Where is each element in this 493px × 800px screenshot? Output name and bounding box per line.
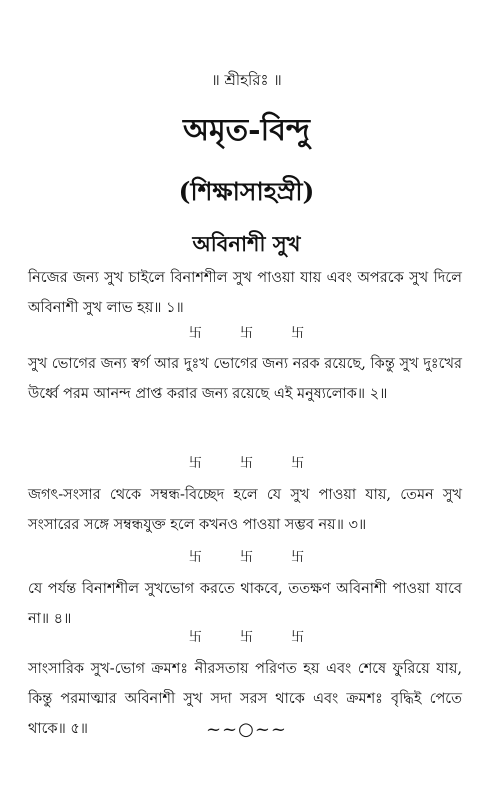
swastika-divider-1 <box>0 325 493 343</box>
invocation-line: ॥ শ্রীহরিঃ ॥ <box>211 71 282 89</box>
end-ornament: ~~○~~ <box>205 719 288 740</box>
section-heading: অবিনাশী সুখ <box>192 231 301 256</box>
swastika-icon: 卐 <box>291 630 305 645</box>
swastika-icon: 卐 <box>239 630 253 645</box>
verse-paragraph-2: সুখ ভোগের জন্য স্বর্গ আর দুঃখ ভোগের জন্য নরক রয়েছে, কিন্তু সুখ দুঃখের উর্ধ্বে পরম আনন্দ প্রাপ্ত করার জন্য রয়েছে এই মনুষ্যলোক॥ ২॥ <box>28 356 462 402</box>
swastika-divider-4 <box>0 629 493 647</box>
verse-paragraph-5: সাংসারিক সুখ-ভোগ ক্রমশঃ নীরসতায় পরিণত হয় এবং শেষে ফুরিয়ে যায়, কিন্তু পরমাত্মার অবিনাশী সুখ সদা সরস থাকে এবং ক্রমশঃ বৃদ্ধিই পেতে থাকে॥ ৫॥ <box>28 661 462 737</box>
swastika-icon: 卐 <box>188 456 202 471</box>
swastika-icon: 卐 <box>239 326 253 341</box>
swastika-icon: 卐 <box>291 550 305 565</box>
page-title: অমৃত-বিন্দু <box>183 113 310 148</box>
swastika-icon: 卐 <box>291 326 305 341</box>
swastika-icon: 卐 <box>239 456 253 471</box>
swastika-icon: 卐 <box>188 550 202 565</box>
swastika-icon: 卐 <box>291 456 305 471</box>
verse-paragraph-3: জগৎ-সংসার থেকে সম্বন্ধ-বিচ্ছেদ হলে যে সুখ পাওয়া যায়, তেমন সুখ সংসারের সঙ্গে সম্বন্ধযুক্ত হলে কখনও পাওয়া সম্ভব নয়॥ ৩॥ <box>28 487 462 533</box>
swastika-divider-3 <box>0 549 493 567</box>
page-subtitle: (শিক্ষাসাহস্ৰী) <box>178 177 315 206</box>
swastika-icon: 卐 <box>188 326 202 341</box>
swastika-icon: 卐 <box>239 550 253 565</box>
verse-paragraph-1: নিজের জন্য সুখ চাইলে বিনাশশীল সুখ পাওয়া যায় এবং অপরকে সুখ দিলে অবিনাশী সুখ লাভ হয়॥ ১॥ <box>28 270 462 316</box>
verse-paragraph-4: যে পর্যন্ত বিনাশশীল সুখভোগ করতে থাকবে, ততক্ষণ অবিনাশী পাওয়া যাবে না॥ ৪॥ <box>28 581 462 627</box>
swastika-icon: 卐 <box>188 630 202 645</box>
swastika-divider-2 <box>0 455 493 473</box>
